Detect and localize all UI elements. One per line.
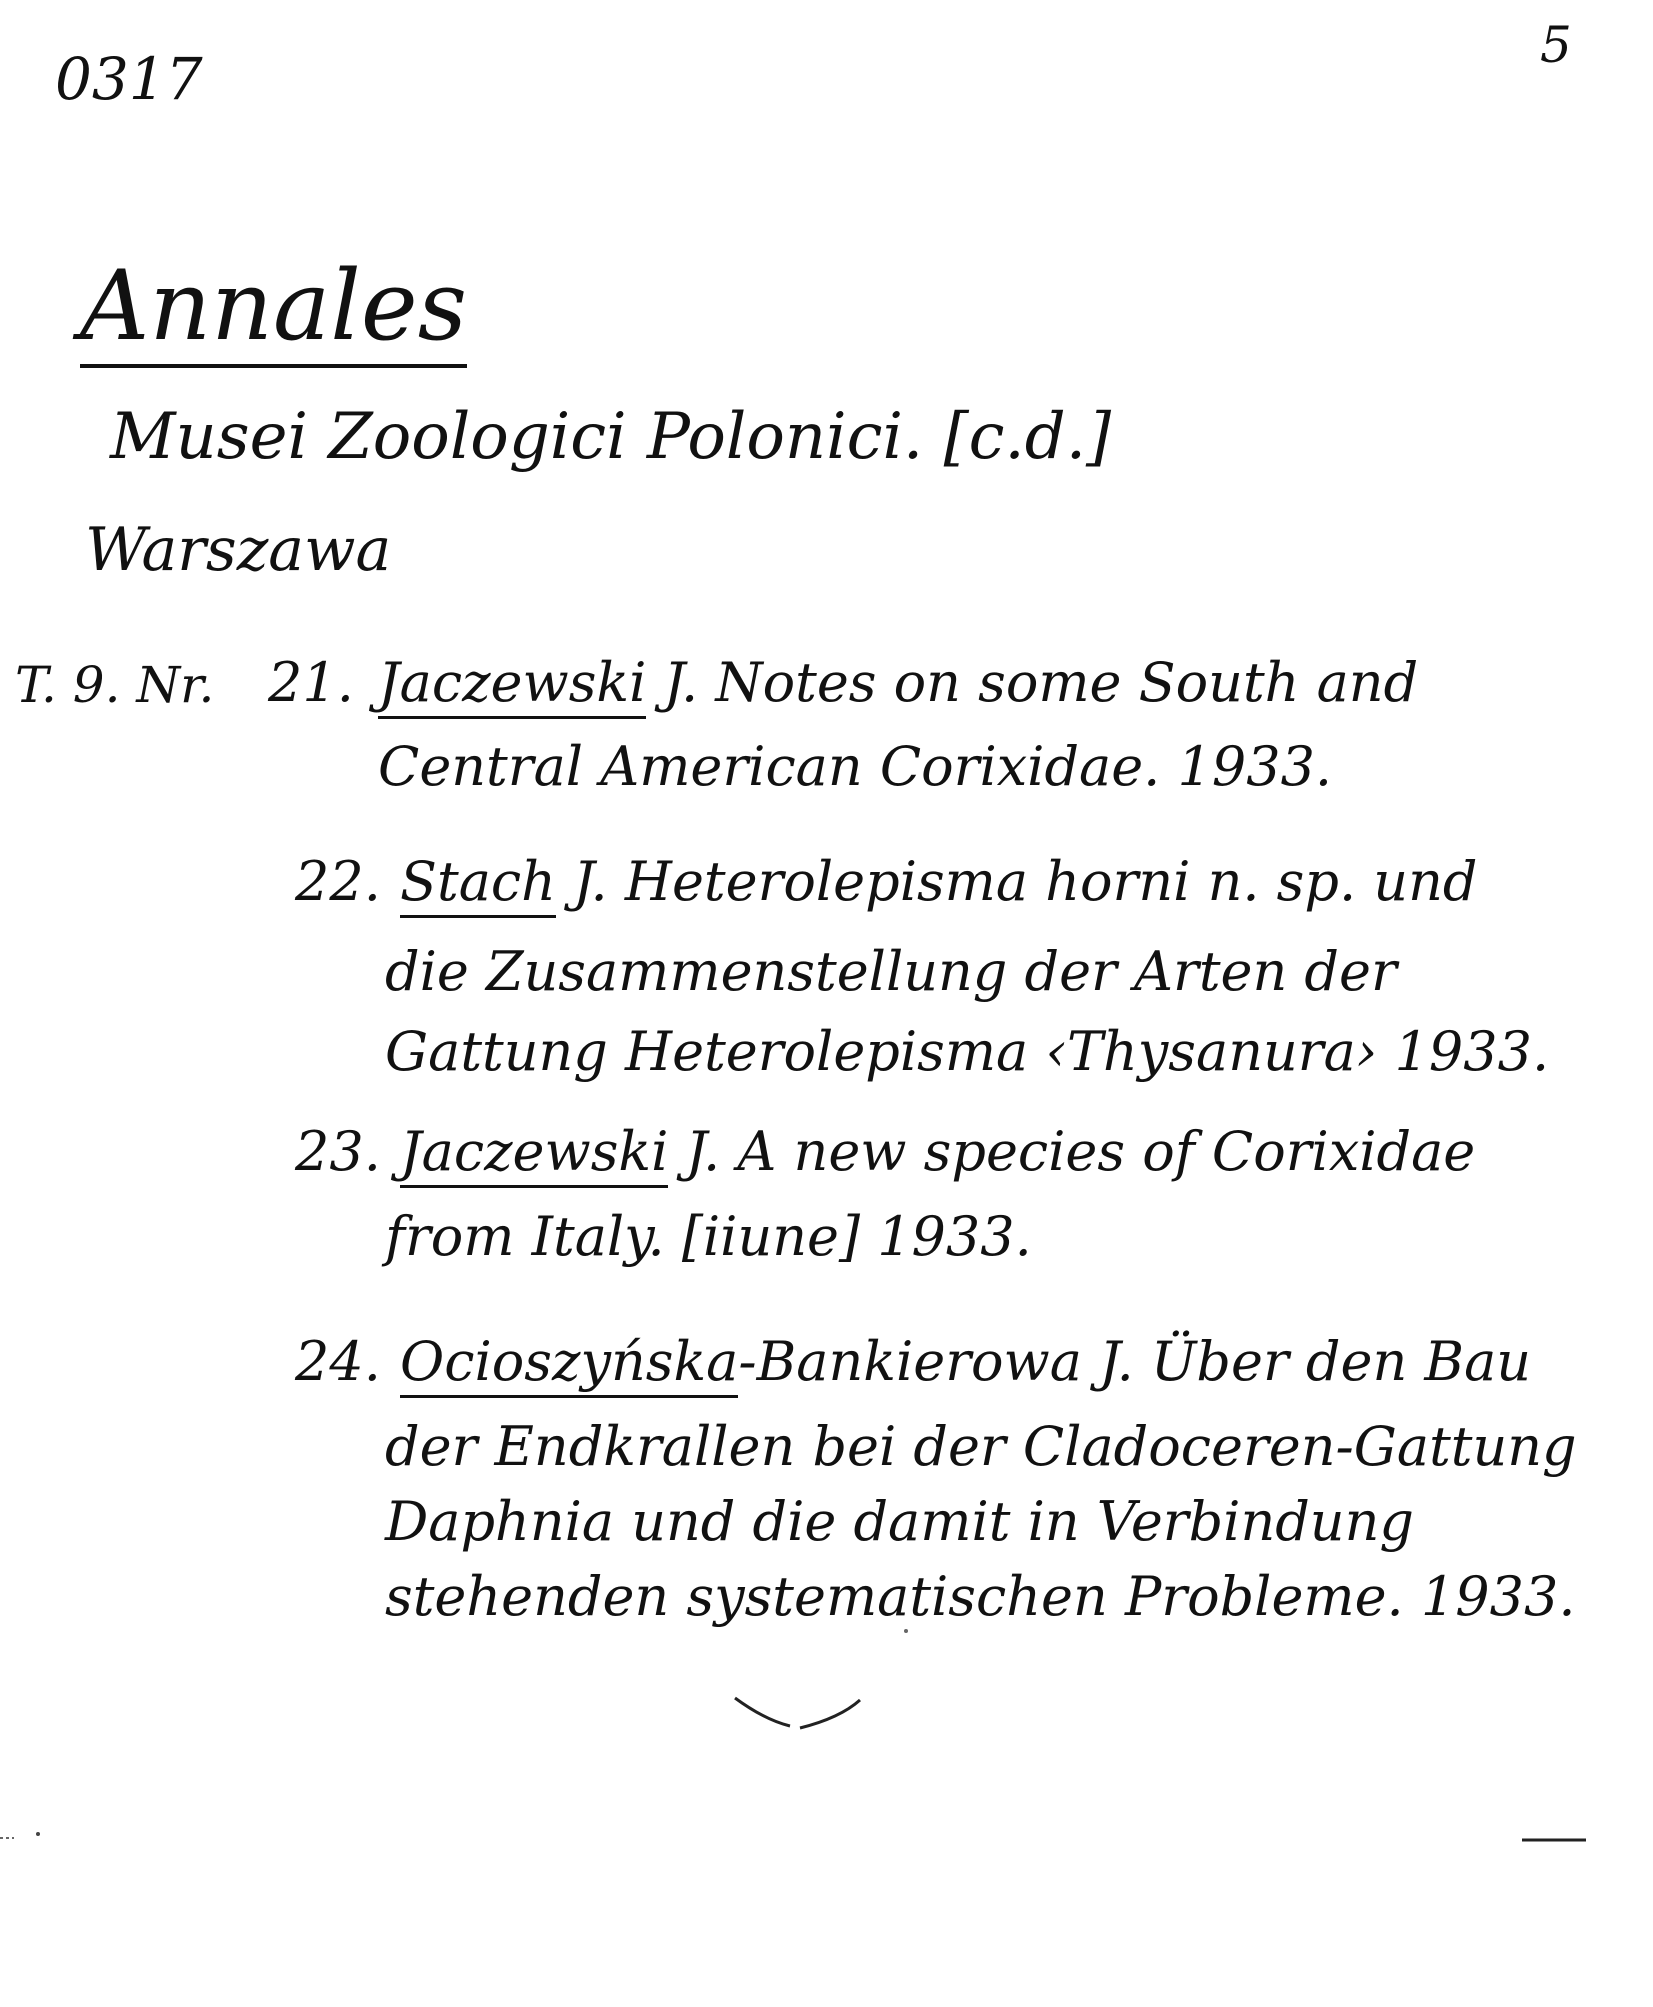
entry-line (400, 1120, 1476, 1183)
ink-mark (730, 1690, 870, 1740)
entry-line (378, 651, 1419, 714)
entry-text: from Italy. [iiune] 1933. (385, 1205, 1032, 1268)
volume-label: T. 9. Nr. (15, 656, 215, 714)
entry-number: 23. (295, 1120, 381, 1183)
entry-text: -Bankierowa J. Über den Bau (738, 1330, 1532, 1393)
entry-line (400, 1330, 1532, 1393)
catalog-number: 0317 (55, 45, 203, 113)
entry-text: der Endkrallen bei der Cladoceren-Gattung (385, 1415, 1577, 1478)
entry-line (400, 850, 1478, 913)
entry-author: Stach (400, 850, 556, 918)
entry-number: 22. (295, 850, 381, 913)
entry-text: stehenden systematischen Probleme. 1933. (385, 1565, 1576, 1628)
entry-author: Ocioszyńska (400, 1330, 738, 1398)
edge-mark (0, 1830, 50, 1842)
entry-text: Central American Corixidae. 1933. (378, 735, 1333, 798)
entry-text: Daphnia und die damit in Verbindung (385, 1490, 1414, 1553)
entry-text: J. Notes on some South and (663, 651, 1419, 714)
dash-mark (1520, 1835, 1590, 1845)
entry-text: die Zusammenstellung der Arten der (385, 940, 1397, 1003)
journal-subtitle: Musei Zoologici Polonici. [c.d.] (110, 400, 1112, 474)
entry-number: 21. (268, 651, 354, 714)
entry-author: Jaczewski (378, 651, 646, 719)
entry-text: Gattung Heterolepisma ‹Thysanura› 1933. (385, 1020, 1550, 1083)
journal-title: Annales (80, 258, 467, 368)
entry-text: J. A new species of Corixidae (685, 1120, 1476, 1183)
entry-text: J. Heterolepisma horni n. sp. und (573, 850, 1478, 913)
entry-author: Jaczewski (400, 1120, 668, 1188)
speck-mark (900, 1625, 912, 1637)
publication-place: Warszawa (85, 515, 392, 585)
page-number: 5 (1540, 16, 1572, 74)
entry-number: 24. (295, 1330, 381, 1393)
